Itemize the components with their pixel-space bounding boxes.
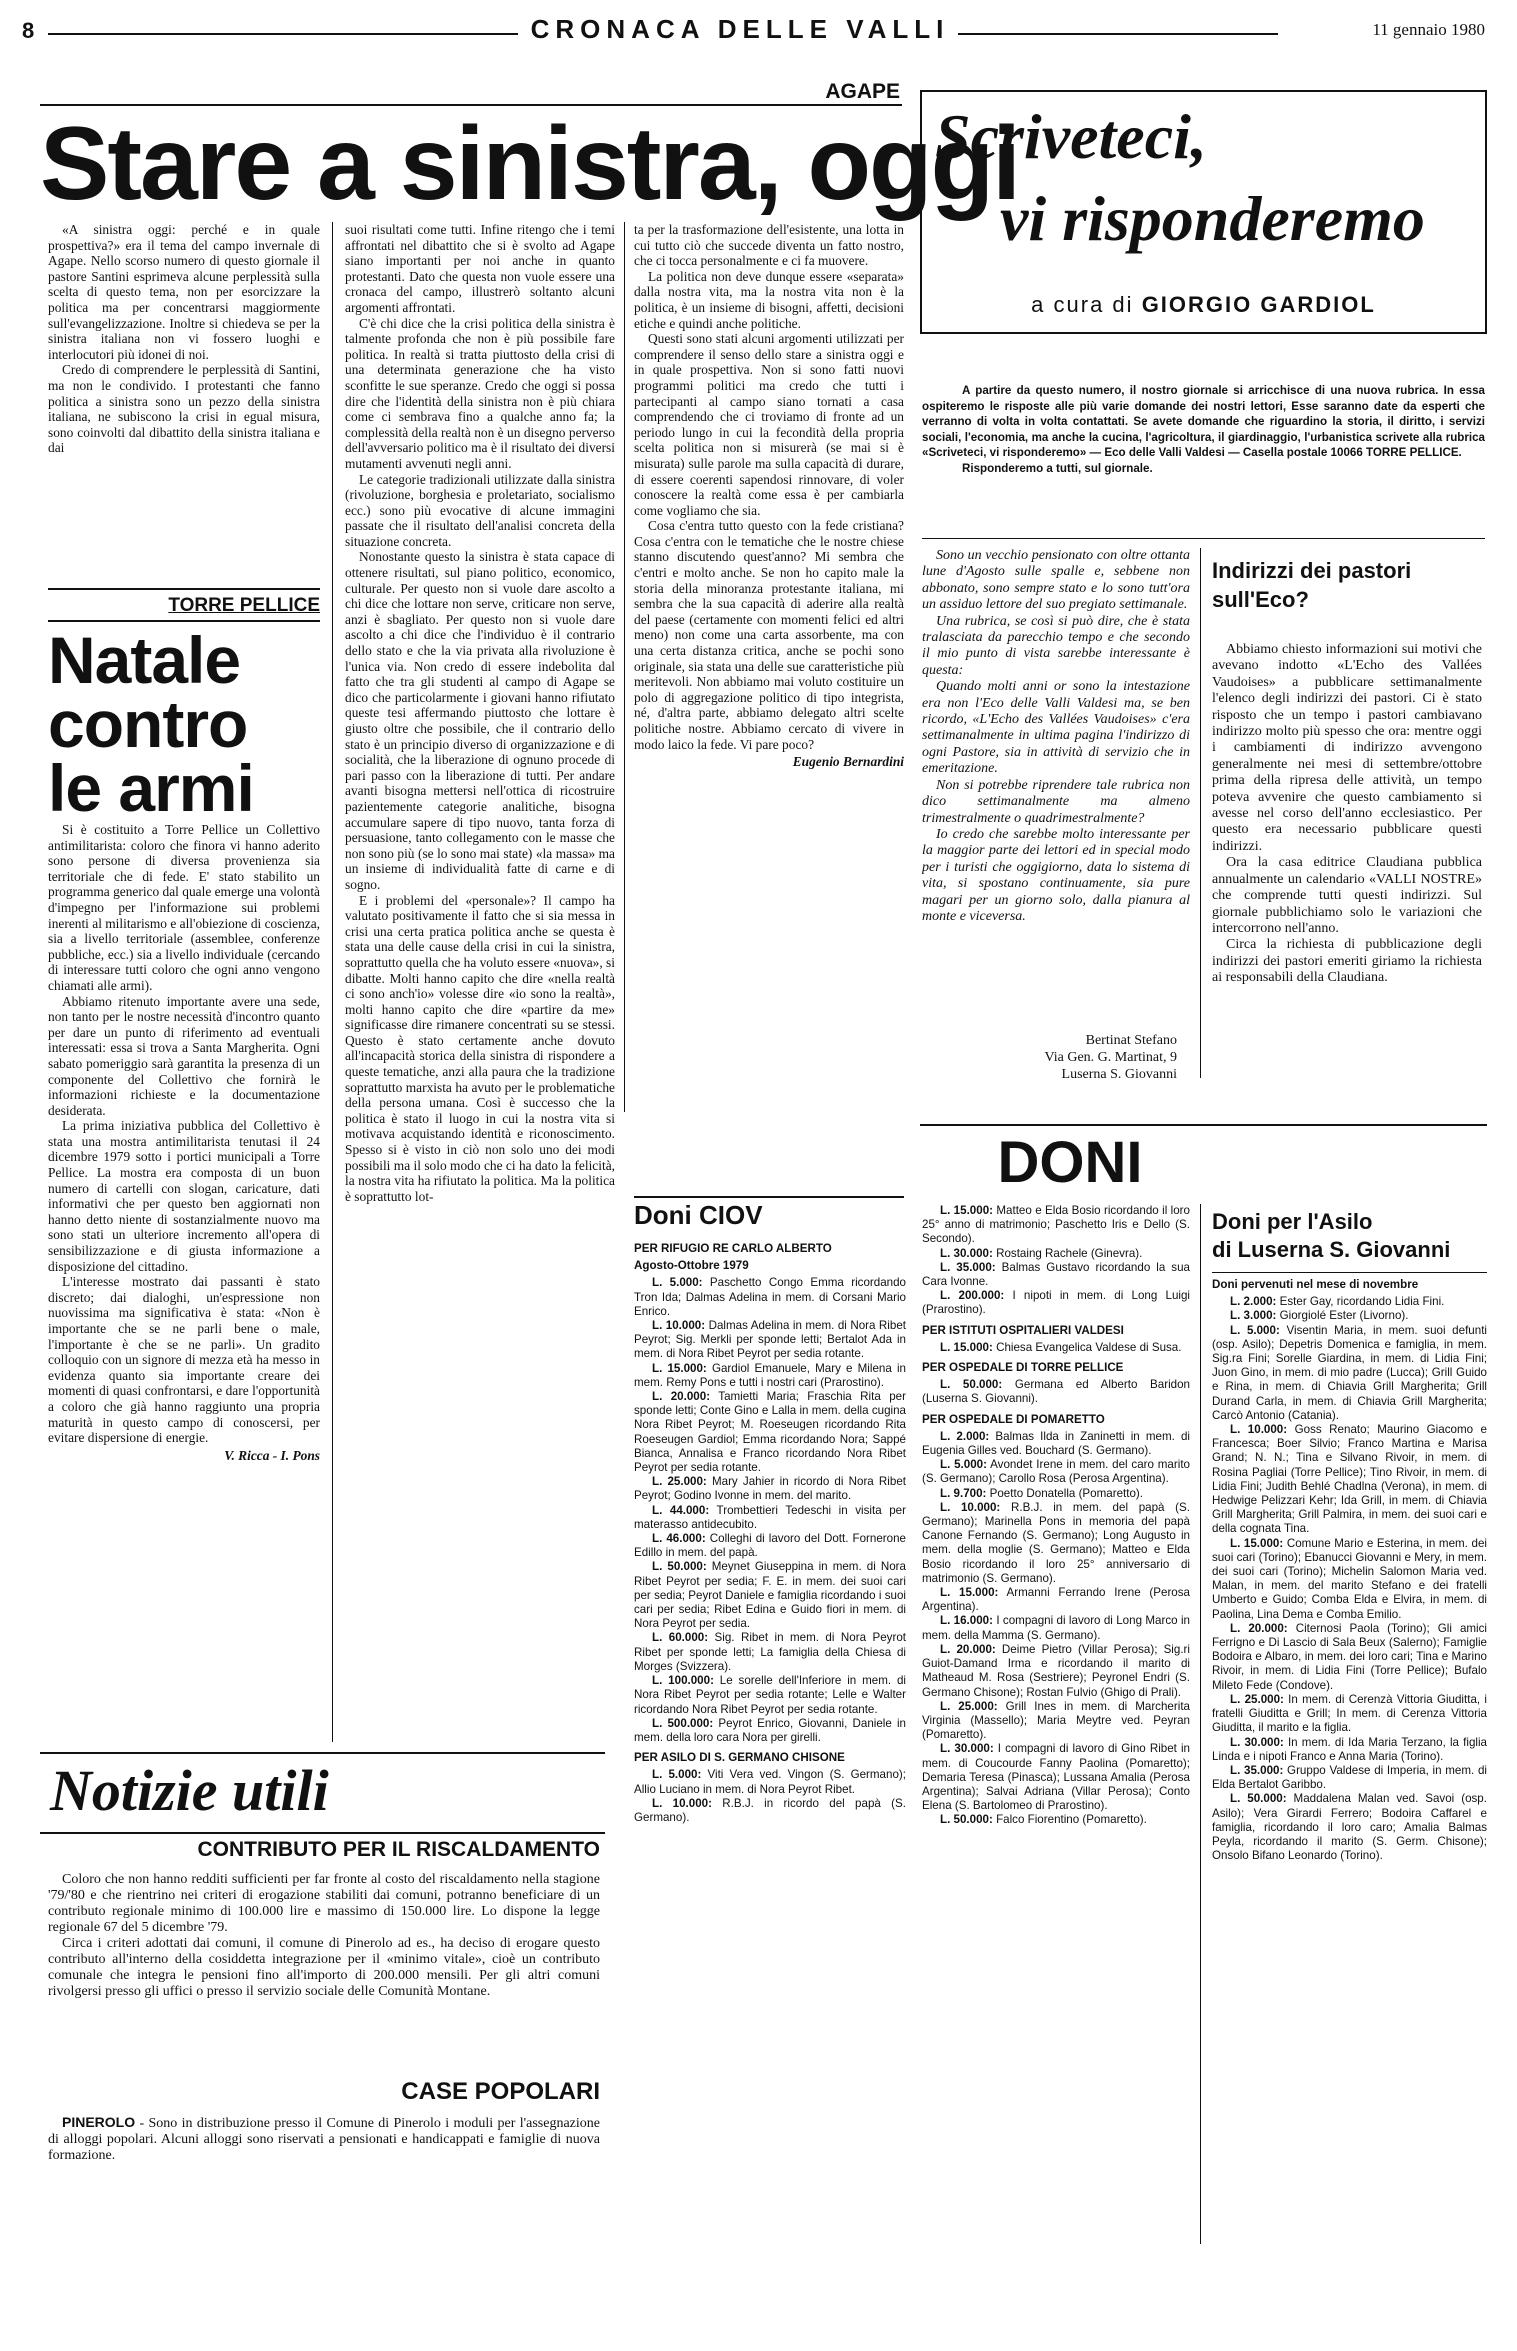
- agape-signature: Eugenio Bernardini: [792, 754, 904, 770]
- mid-items-3: [922, 1430, 1190, 1828]
- donation-amount: L. 5.000:: [940, 1458, 987, 1472]
- intro-text: A partire da questo numero, il nostro giornale si arricchisce di una nuova rubrica. In essa ospiteremo le risposte alle più varie domande dei nostri lettori, Esse saranno date da esperti che verranno di volta in volta contattati. Se avete domande che riguardino la storia, il diritto, i servizi sociali, l'economia, ma anche la cucina, l'agricoltura, il giardinaggio, l'urbanistica scrivete alla rubrica «Scriveteci, vi risponderemo» — Eco delle Valli Valdesi — Casella postale 10066 TORRE PELLICE.: [922, 384, 1485, 459]
- ciov-top-rule: [634, 1196, 904, 1198]
- donation-amount: L. 10.000:: [1230, 1423, 1288, 1437]
- agape-col-3: [634, 222, 904, 1112]
- reply-body: [1212, 642, 1482, 1074]
- donation-amount: L. 2.000:: [940, 1429, 990, 1443]
- donation-entry: [922, 1700, 1190, 1743]
- page-number: 8: [22, 18, 35, 43]
- natale-signature: V. Ricca - I. Pons: [224, 1447, 320, 1463]
- asilo-title: [1212, 1208, 1487, 1264]
- paragraph: suoi risultati come tutti. Infine ritengo che i temi affrontati nel dibattito che si è svolto ad Agape siano importanti per noi anche in quanto protestanti. Dato che questa non vuole essere una cronaca del campo, illustrerò soltanto alcuni argomenti affrontati.: [345, 222, 615, 315]
- case-popolari-body: [48, 2114, 600, 2184]
- paragraph: E i problemi del «personale»? Il campo ha valutato positivamente il fatto che si sia messa in crisi una certa pratica politica anche se questa è stata una delle cause della crisi in cui la sinistra, soprattutto quella che ha voluto essere «nuova», si dibatte. Molti hanno capito che dire «nella realtà ci sono anch'io» volesse dire «io sono la realtà», molti hanno capito che dire «partire da me» significasse dire rimanere concentrati su se stessi. Questo è stato certamente anche dovuto all'incapacità storica della sinistra di rispondere a queste tematiche, anzi alla paura che la tradizione soprattutto marxista ha avuto per le problematiche della persona umana. Così è successo che la politica è stato il luogo in cui la nostra vita si motivava acquistando identità e riconoscimento. Spesso si è visto in ciò non solo uno dei modi possibili ma il solo modo che ci ha dato la felicità, la nostra vita ha rifiutato la politica. Ma la politica è soprattutto lot-: [345, 892, 615, 1204]
- scriveteci-intro: [922, 383, 1485, 476]
- scriveteci-title-1: Scriveteci,: [935, 101, 1207, 172]
- donation-entry: [922, 1487, 1190, 1501]
- mid-items: [922, 1204, 1190, 1318]
- paragraph: C'è chi dice che la crisi politica della sinistra è talmente profonda che non è più possibile fare politica. In realtà si tratta piuttosto della crisi di una determinata generazione che ha visto sconfitte le sue speranze. Credo che oggi si possa dire che l'identità della sinistra non è più chiara come ci sembrava fino a qualche anno fa; la complessità della realtà non è un disegno perverso dell'avversario politico ma è il risultato dei diversi mutamenti avvenuti negli anni.: [345, 315, 615, 471]
- donation-amount: L. 3.000:: [1230, 1309, 1277, 1323]
- donation-entry: [1212, 1736, 1487, 1764]
- donation-entry: [634, 1631, 906, 1674]
- paragraph: L'interesse mostrato dai passanti è stato discreto; dai dialoghi, un'espressione non nuovissima ma significativa è stata: «Non è importante che se ne parli bene o male, l'importante è che se ne parli». Un gradito colloquio con un signore di mezza età ha messo in evidenza quanto sia importante creare dei momenti di quasi confrontarsi, e dare l'opportunità a coloro che già hanno raggiunto una propria maturità in questo campo di conoscersi, per evitare dispersione di energie.: [48, 1274, 320, 1446]
- donation-donors: R.B.J. in ricordo del papà (S. Germano).: [634, 1796, 906, 1824]
- donation-entry: [634, 1797, 906, 1825]
- donation-donors: Viti Vera ved. Vingon (S. Germano); Allio Luciano in mem. di Nora Peyrot Ribet.: [634, 1768, 906, 1796]
- asilo-title-line: Doni per l'Asilo: [1212, 1209, 1373, 1234]
- natale-kicker-rule: [48, 620, 320, 622]
- issue-date: 11 gennaio 1980: [1372, 20, 1485, 39]
- donation-donors: Tamietti Maria; Fraschia Rita per sponde letti; Conte Gino e Lalla in mem. della cugina Nora Ribet Peyrot; M. Roeseugen ricordando Rita Roeseugen Gardiol; Emma ricordando Nora; Sappé Bianca, Annalisa e Franco ricordando Nora Ribet Peyrot per sedia rotante.: [634, 1390, 906, 1475]
- paragraph: Nonostante questo la sinistra è stata capace di ottenere risultati, sul piano politico, economico, culturale. Per questo non si vuole dare ascolto a chi dice che lottare non serve, criticare non serve, anzi è sbagliato. Per questo non si vuole dare ascolto a chi dice che l'individuo è il contrario dello stato e che la via privata alla rivoluzione è l'unica via. Non credo di essere indebolita dal fatto che tra gli studenti al campo di Agape se dico che particolarmente i giovani hanno rifiutato queste tesi affermando piuttosto che lottare è giusto oltre che possibile, che il contrario dello stato è un principio diverso di organizzazione e di socialità, che la liberazione di ognuno procede di pari passo con la liberazione di tutti. Per andare avanti bisogna mettersi nell'ottica di ricostruire pazientemente categorie analitiche, bisogna accumulare sapere di tipo nuovo, tanta forza di persuasione, tanto collegamento con le masse che non sono più (se lo sono mai state) «la massa» ma un insieme di individualità fatte di carne e di sogno.: [345, 549, 615, 892]
- sender-line: Via Gen. G. Martinat, 9: [1044, 1050, 1177, 1065]
- header-rule-left: [48, 33, 518, 35]
- paragraph-text: - Sono in distribuzione presso il Comune di Pinerolo i moduli per l'assegnazione di alloggi popolari. Alcuni alloggi sono riservati a pensionati e handicappati e famiglie di nuova formazione.: [48, 2116, 600, 2163]
- donation-amount: L. 20.000:: [1230, 1621, 1288, 1635]
- donation-entry: [922, 1430, 1190, 1458]
- ciov-items-2: [634, 1768, 906, 1825]
- donation-amount: L. 60.000:: [652, 1631, 709, 1645]
- donation-amount: L. 5.000:: [652, 1276, 703, 1290]
- natale-top-rule: [48, 588, 320, 590]
- donation-entry: [922, 1378, 1190, 1406]
- reply-title: Indirizzi dei pastori sull'Eco?: [1212, 558, 1412, 612]
- donation-donors: Paschetto Congo Emma ricordando Tron Ida; Dalmas Adelina in mem. di Corsani Mario Enrico.: [634, 1276, 906, 1318]
- donation-amount: L. 30.000:: [940, 1742, 994, 1756]
- donation-amount: L. 50.000:: [940, 1378, 1003, 1392]
- doni-top-rule: [920, 1124, 1487, 1126]
- agape-col-2: [345, 222, 615, 1732]
- donation-amount: L. 10.000:: [940, 1500, 1001, 1514]
- donation-entry: [634, 1768, 906, 1796]
- donation-donors: Goss Renato; Maurino Giacomo e Francesca; Boer Silvio; Franco Martina e Marisa Grand; N. N.; Tina e Silvano Rivoir, in mem. di Rosina Pagliai (Torre Pellice); Tino Rivoir, in mem. di Lidia Fini; Judith Behlé Chadlna (Verona), in mem. di Hedwige Pelizzari Kehr; Ida Grill, in mem. di Chiavia Grill Margherita; Grill Palmira, in mem. dei suoi cari e della cognata Tina.: [1212, 1423, 1487, 1536]
- asilo-items: [1212, 1295, 1487, 1863]
- donation-amount: L. 16.000:: [940, 1614, 993, 1628]
- ciov-items: [634, 1276, 906, 1745]
- donation-amount: L. 15.000:: [1230, 1536, 1284, 1550]
- donation-donors: Balmas Ilda in Zaninetti in mem. di Eugenia Gilles ved. Bouchard (S. Germano).: [922, 1429, 1190, 1458]
- donation-amount: L. 46.000:: [652, 1532, 706, 1546]
- ciov-title: Doni CIOV: [634, 1200, 763, 1230]
- donation-donors: Gardiol Emanuele, Mary e Milena in mem. Remy Pons e tutti i nostri cari (Prarostino).: [634, 1361, 906, 1389]
- donation-entry: [922, 1261, 1190, 1289]
- donation-donors: Mary Jahier in ricordo di Nora Ribet Peyrot; Godino Ivonne in mem. del marito.: [634, 1475, 906, 1503]
- donation-entry: [922, 1247, 1190, 1261]
- agape-col-1: [48, 222, 320, 580]
- donation-amount: L. 25.000:: [940, 1699, 998, 1713]
- donation-donors: Le sorelle dell'Inferiore in mem. di Nora Ribet Peyrot per sedia rotante; Lelle e Walter ricordando Nora Ribet Peyrot per sedia rotante.: [634, 1674, 906, 1716]
- paragraph: Una rubrica, se così si può dire, che è stata tralasciata da parecchio tempo e che secondo il mio punto di vista sarebbe interessante è questa:: [922, 613, 1190, 678]
- donation-donors: Avondet Irene in mem. del caro marito (S. Germano); Carollo Rosa (Perosa Argentina).: [922, 1458, 1190, 1486]
- donation-donors: I compagni di lavoro di Long Marco in mem. della Mamma (S. Germano).: [922, 1614, 1190, 1642]
- donation-entry: [922, 1643, 1190, 1700]
- paragraph: ta per la trasformazione dell'esistente, una lotta in cui tutto ciò che succede diventa un fatto nostro, che ci tocca personalmente e ci fa muovere.: [634, 222, 904, 269]
- notizie-title: Notizie utili: [50, 1758, 329, 1823]
- donation-donors: Comune Mario e Esterina, in mem. dei suoi cari (Torino); Ebanucci Giovanni e Mery, in mem. dei suoi cari (Torino); Michelin Salomon Maria ved. Malan, in mem. del marito Stefano e dei fratelli Umberto e Guido; Comba Elda e Elvira, in mem. di Paolina, Lina Dema e Comba Emilio.: [1212, 1536, 1487, 1621]
- donation-amount: L. 5.000:: [1230, 1323, 1280, 1337]
- byline-prefix: a cura di: [1031, 292, 1134, 317]
- paragraph: Si è costituito a Torre Pellice un Collettivo antimilitarista: coloro che finora vi hanno aderito sono persone di diversa provenienza sia territoriale che di fede. E' stato stabilito un programma generico dal quale emerge una volontà d'impegno per l'informazione sui problemi inerenti al militarismo e all'obiezione di coscienza, sia a livello territoriale (assemblee, conferenze pubbliche, ecc.) sia a livello individuale (cercando di interessare tutti coloro che ogni anno vengono chiamati alle armi).: [48, 822, 320, 993]
- donation-entry: [634, 1532, 906, 1560]
- donation-entry: [1212, 1309, 1487, 1323]
- istituti-section: PER ISTITUTI OSPITALIERI VALDESI: [922, 1323, 1124, 1337]
- donation-donors: Visentin Maria, in mem. suoi defunti (osp. Asilo); Depetris Domenica e famiglia, in mem. Sig.ra Fini; Sorelle Giardina, in mem. di Lidia Fini; Juon Gino, in mem. di mio padre (Lucca); Grill Guido e Rina, in mem. di Chiavia Grill Margherita; Grill Durand Carla, in mem. di Chiavia Grill Margherita; Carcò Antonio (Catania).: [1212, 1323, 1487, 1422]
- donation-amount: L. 100.000:: [652, 1674, 714, 1688]
- donation-donors: Peyrot Enrico, Giovanni, Daniele in mem. della loro cara Nora per girelli.: [634, 1716, 906, 1744]
- paragraph: Cosa c'entra tutto questo con la fede cristiana? Cosa c'entra con le tematiche che le nostre chiese stanno discutendo quest'anno? Mi sembra che c'entri e molto anche. Se non ho capito male la storia della minoranza protestante italiana, mi sembra che la sua capacità di aderire alla realtà del paese (certamente con momenti felici ed altri meno) non come una carta assorbente, ma con una certa distanza critica, anche se pochi sono originale, sia stata una delle sue caratteristiche più meritevoli. Non abbiamo mai voluto costituire un polo di aggregazione politico di tipo integrista, né, d'altra parte, abbiamo delegato altri scelte politiche nostre. Abbiamo cercato di vivere in modo laico la fede. Vi pare poco?: [634, 518, 904, 752]
- doni-middle-list: [922, 1204, 1190, 2249]
- donation-entry: [922, 1501, 1190, 1586]
- pomaretto-section: PER OSPEDALE DI POMARETTO: [922, 1412, 1105, 1426]
- donation-entry: [922, 1586, 1190, 1614]
- donation-amount: L. 15.000:: [652, 1361, 707, 1375]
- donation-donors: Matteo e Elda Bosio ricordando il loro 25° anno di matrimonio; Paschetto Iris e Dello (S. Secondo).: [922, 1204, 1190, 1246]
- donation-amount: L. 15.000:: [940, 1586, 999, 1600]
- donation-donors: Colleghi di lavoro del Dott. Fornerone Edillo in mem. del papà.: [634, 1532, 906, 1560]
- donation-entry: [634, 1504, 906, 1532]
- donation-amount: L. 5.000:: [652, 1768, 702, 1782]
- donation-amount: L. 50.000:: [652, 1560, 707, 1574]
- asilo-title-rule: [1212, 1272, 1487, 1273]
- donation-amount: L. 30.000:: [1230, 1735, 1284, 1749]
- natale-kicker: TORRE PELLICE: [168, 595, 320, 616]
- donation-entry: [1212, 1693, 1487, 1736]
- donation-amount: L. 10.000:: [652, 1796, 712, 1810]
- donation-entry: [634, 1362, 906, 1390]
- donation-amount: L. 15.000:: [940, 1340, 993, 1354]
- donation-amount: L. 30.000:: [940, 1246, 993, 1260]
- mid-items-1: [922, 1341, 1190, 1355]
- header-rule-right: [958, 33, 1278, 35]
- place-label: PINEROLO: [62, 2114, 136, 2130]
- paragraph: Io credo che sarebbe molto interessante per la maggior parte dei lettori ed in special modo per i turisti che oggigiorno, data lo sistema di vita, si spostano continuamente, sia pure magari per un giorno solo, dalla pianura al monte e viceversa.: [922, 826, 1190, 924]
- donation-donors: R.B.J. in mem. del papà (S. Germano); Marinella Pons in memoria del papà Canone Fernando (S. Germano); Long Augusto in mem. della moglie (S. Germano); Matteo e Elda Bosio ricordando il loro 25° anniversario di matrimonio (S. Germano).: [922, 1500, 1190, 1585]
- masthead: CRONACA DELLE VALLI: [530, 14, 950, 44]
- paragraph: Circa la richiesta di pubblicazione degli indirizzi dei pastori emeriti giriamo la richiesta ai responsabili della Claudiana.: [1212, 937, 1482, 986]
- donation-donors: Deime Pietro (Villar Perosa); Sig.ri Guiot-Damand Irma e ricordando il marito di Matheaud M. Rosa (Sestriere); Peyronel Endri (S. Germano Chisone); Rostan Fulvio (Ghigo di Prali).: [922, 1642, 1190, 1699]
- donation-donors: I nipoti in mem. di Long Luigi (Prarostino).: [922, 1289, 1190, 1317]
- letter-sender: [922, 1032, 1177, 1083]
- col-rule-2: [624, 222, 625, 1112]
- doni-title: DONI: [997, 1130, 1143, 1195]
- paragraph: Credo di comprendere le perplessità di Santini, ma non le condivido. I protestanti che fanno politica a sinistra sono un pezzo della sinistra italiana, ne subiscono la crisi in egual misura, sono coinvolti dal dibattito della sinistra italiana e dai: [48, 362, 320, 456]
- donation-entry: [922, 1341, 1190, 1355]
- riscaldamento-body: [48, 1872, 600, 2072]
- donation-entry: [634, 1560, 906, 1631]
- notizie-top-rule: [40, 1752, 605, 1754]
- asilo-subtitle: Doni pervenuti nel mese di novembre: [1212, 1278, 1419, 1291]
- donation-entry: [922, 1614, 1190, 1642]
- donation-entry: [922, 1742, 1190, 1813]
- donation-entry: [1212, 1764, 1487, 1792]
- torre-pellice-section: PER OSPEDALE DI TORRE PELLICE: [922, 1361, 1124, 1375]
- donation-entry: [634, 1674, 906, 1717]
- paragraph: Ora la casa editrice Claudiana pubblica annualmente un calendario «VALLI NOSTRE» che comprende tutti questi indirizzi. Sul giornale pubblichiamo solo le variazioni che intercorrono nell'anno.: [1212, 855, 1482, 936]
- donation-entry: [922, 1204, 1190, 1247]
- donation-donors: Maddalena Malan ved. Savoi (osp. Asilo); Vera Girardi Ferrero; Bodoira Caffarel e famiglia, ricordando il loro caro; Amalia Balmas Peyla, ricordando il marito (S. Germ. Chisone); Onsolo Bifano Leonardo (Torino).: [1212, 1792, 1487, 1863]
- donation-entry: [634, 1390, 906, 1475]
- doni-col-rule: [1200, 1204, 1201, 2244]
- donation-donors: Armanni Ferrando Irene (Perosa Argentina).: [922, 1586, 1190, 1614]
- natale-title-line: Natale: [48, 623, 241, 697]
- donation-donors: Citernosi Paola (Torino); Gli amici Ferrigno e Di Lascio di Sala Beux (Salerno); Famiglie Bodoira e Albaro, in mem. dei loro cari; Tina e Marino Rivoir, in mem. di Lidia Fini (Torre Pellice); Bufalo Mileto Fede (Condove).: [1212, 1621, 1487, 1692]
- scriveteci-byline: [920, 292, 1487, 318]
- donation-entry: [1212, 1622, 1487, 1693]
- donation-entry: [1212, 1423, 1487, 1537]
- donation-entry: [922, 1813, 1190, 1827]
- donation-donors: Sig. Ribet in mem. di Nora Peyrot Ribet per sponde letti; La famiglia della Chiesa di Morges (Svizzera).: [634, 1631, 906, 1673]
- donation-entry: [634, 1276, 906, 1319]
- sender-line: Luserna S. Giovanni: [1061, 1067, 1177, 1082]
- donation-amount: L. 35.000:: [1230, 1763, 1284, 1777]
- paragraph: [48, 2114, 600, 2164]
- agape-title: Stare a sinistra, oggi: [40, 106, 1019, 222]
- donation-amount: L. 50.000:: [940, 1813, 993, 1827]
- donation-entry: [634, 1475, 906, 1503]
- paragraph: Quando molti anni or sono la intestazione era non l'Eco delle Valli Valdesi ma, se ben ricordo, «L'Echo des Vallées Vaudoises» c'era settimanalmente in ultima pagina l'indirizzo di ogni Pastore, sia in attività di servizio che in emeritazione.: [922, 679, 1190, 777]
- paragraph: Questi sono stati alcuni argomenti utilizzati per comprendere il senso dello stare a sinistra oggi e in quale prospettiva. Non si sono fatti nuovi programmi politici ma credo che tutti i partecipanti al campo siano tornati a casa comprendendo che ci troviamo di fronte ad un periodo lungo in cui la fecondità della propria scelta politica non si misurerà (se mai si è misurata) sulle parole ma sulla capacità di durare, di essere coerenti sapendosi rinnovare, di voler conoscere la realtà come essa è per cambiarla come vogliamo che sia.: [634, 331, 904, 518]
- donation-donors: Trombettieri Tedeschi in visita per materasso antidecubito.: [634, 1503, 906, 1531]
- donation-donors: In mem. di Cerenzà Vittoria Giuditta, i fratelli Giuditta e Grill; In mem. di Cerenza Vittoria Giuditta, il marito e la figlia.: [1212, 1692, 1487, 1735]
- donation-donors: Balmas Gustavo ricordando la sua Cara Ivonne.: [922, 1260, 1190, 1289]
- mid-items-2: [922, 1378, 1190, 1406]
- sender-line: Bertinat Stefano: [1085, 1033, 1177, 1048]
- donation-amount: L. 9.700:: [940, 1486, 987, 1500]
- natale-title-line: le armi: [48, 751, 254, 825]
- natale-title-line: contro: [48, 687, 248, 761]
- donation-donors: Germana ed Alberto Baridon (Luserna S. Giovanni).: [922, 1378, 1190, 1406]
- natale-body: [48, 822, 320, 1742]
- donation-donors: Grill Ines in mem. di Marcherita Virginia (Massello); Maria Meytre ved. Peyran (Pomaretto).: [922, 1699, 1190, 1742]
- intro-end: Risponderemo a tutti, sul giornale.: [962, 461, 1153, 475]
- donation-donors: Falco Fiorentino (Pomaretto).: [992, 1813, 1147, 1827]
- donation-amount: L. 50.000:: [1230, 1792, 1287, 1806]
- donation-donors: Rostaing Rachele (Ginevra).: [992, 1246, 1143, 1260]
- donation-amount: L. 20.000:: [652, 1390, 711, 1404]
- paragraph: Coloro che non hanno redditi sufficienti per far fronte al costo del riscaldamento nella stagione '79/'80 e che rientrino nei criteri di erogazione stabiliti dai comuni, potranno beneficiare di un contributo regionale minimo di 100.000 lire e massimo di 150.000 lire. Lo dispone la legge regionale 67 del 5 dicembre '79.: [48, 1872, 600, 1935]
- donation-amount: L. 200.000:: [940, 1289, 1005, 1303]
- donation-entry: [1212, 1537, 1487, 1622]
- donation-donors: Chiesa Evangelica Valdese di Susa.: [992, 1340, 1182, 1354]
- paragraph: Circa i criteri adottati dai comuni, il comune di Pinerolo ad es., ha deciso di erogare questo contributo all'interno della cosiddetta integrazione per il «minimo vitale», cioè un contributo comunale che integra le pensioni fino all'importo di 200.000 mensili. Per gli altri comuni rivolgersi presso gli uffici o presso il servizio sociale delle Comunità Montane.: [48, 1936, 600, 1999]
- donation-donors: Gruppo Valdese di Imperia, in mem. di Elda Bertalot Garibbo.: [1212, 1763, 1487, 1792]
- donation-amount: L. 20.000:: [940, 1642, 996, 1656]
- donation-entry: [634, 1717, 906, 1745]
- scriveteci-intro-rule: [922, 538, 1485, 539]
- donation-amount: L. 25.000:: [1230, 1692, 1284, 1706]
- paragraph: Non si potrebbe riprendere tale rubrica non dico settimanalmente ma almeno trimestralmente o quadrimestralmente?: [922, 777, 1190, 826]
- byline-name: GIORGIO GARDIOL: [1141, 292, 1376, 317]
- donation-amount: L. 500.000:: [652, 1716, 714, 1730]
- paragraph: Abbiamo ritenuto importante avere una sede, non tanto per le nostre necessità d'incontro quanto per dare un punto di riferimento ad eventuali interessati: essa si trova a Santa Margherita. Ogni sabato pomeriggio sarà garantita la presenza di un componente del Collettivo che fornirà le informazioni richieste e la documentazione desiderata.: [48, 993, 320, 1118]
- paragraph: Sono un vecchio pensionato con oltre ottanta lune d'Agosto sulle spalle e, sebbene non abbonato, sono sempre stato e lo sono tutt'ora un assiduo lettore del suo pregiato settimanale.: [922, 548, 1190, 613]
- donation-entry: [1212, 1792, 1487, 1863]
- paragraph: La politica non deve dunque essere «separata» dalla nostra vita, ma la nostra vita non è la politica, è un insieme di bisogni, affetti, decisioni etiche e quindi anche politiche.: [634, 268, 904, 331]
- agape-kicker: AGAPE: [825, 80, 900, 103]
- donation-amount: L. 25.000:: [652, 1475, 707, 1489]
- donation-amount: L. 10.000:: [652, 1319, 706, 1333]
- donation-donors: In mem. di Ida Maria Terzano, la figlia Linda e i nipoti Franco e Anna Maria (Torino).: [1212, 1735, 1487, 1763]
- donation-donors: Ester Gay, ricordando Lidia Fini.: [1276, 1295, 1445, 1309]
- scriveteci-title-2: vi risponderemo: [1000, 183, 1425, 254]
- paragraph: Abbiamo chiesto informazioni sui motivi che avevano indotto «L'Echo des Vallées Vaudoises» a pubblicare settimanalmente l'elenco degli indirizzi dei pastori. Ci è stato risposto che un tempo i pastori cambiavano indirizzo molto più spesso che ora: mentre oggi i cambiamenti di indirizzo avvengono generalmente nei mesi di settembre/ottobre prima della ripresa delle attività, un tempo poteva avvenire che questo cambiamento si avesse nel corso dell'anno ecclesiastico. Per questo era necessario pubblicare questi indirizzi.: [1212, 642, 1482, 854]
- ciov-list: [634, 1236, 906, 2246]
- ciov-period: Agosto-Ottobre 1979: [634, 1259, 749, 1273]
- paragraph: Le categorie tradizionali utilizzate dalla sinistra (rivoluzione, borghesia e proletariato, socialismo ecc.) sono più evocative di alcune immagini passate che il risultato dell'analisi concreta della situazione concreta.: [345, 471, 615, 549]
- reader-letter: [922, 548, 1190, 978]
- case-popolari-heading: CASE POPOLARI: [401, 2078, 600, 2105]
- donation-amount: L. 2.000:: [1230, 1295, 1277, 1309]
- donation-donors: I compagni di lavoro di Gino Ribet in mem. di Coucourde Fanny Paolina (Pomaretto); Demaria Teresa (Pinasca); Lussana Amalia (Perosa Argentina); Salvai Adriana (Villar Perosa); Conto Elena (S. Bartolomeo di Prarostino).: [922, 1742, 1190, 1813]
- donation-donors: Dalmas Adelina in mem. di Nora Ribet Peyrot; Sig. Merkli per sponde letti; Bertalot Ada in mem. di Nora Ribet Peyrot per sedia rotante.: [634, 1319, 906, 1361]
- donation-amount: L. 35.000:: [940, 1260, 996, 1274]
- notizie-title-rule: [40, 1832, 605, 1834]
- paragraph: «A sinistra oggi: perché e in quale prospettiva?» era il tema del campo invernale di Agape. Nello scorso numero di questo giornale il pastore Santini esprimeva alcune perplessità sulla scelta di questo tema, non per esorcizzare la politica ma per concentrarsi maggiormente sull'evangelizzazione. Inoltre si chiedeva se per la sinistra italiana non vi fossero luoghi e interlocutori più idonei di noi.: [48, 222, 320, 362]
- asilo-title-line: di Luserna S. Giovanni: [1212, 1237, 1451, 1262]
- donation-entry: [634, 1319, 906, 1362]
- donation-donors: Poetto Donatella (Pomaretto).: [986, 1486, 1144, 1500]
- riscaldamento-heading: CONTRIBUTO PER IL RISCALDAMENTO: [197, 1838, 600, 1861]
- donation-amount: L. 15.000:: [940, 1204, 993, 1217]
- donation-donors: Giorgiolé Ester (Livorno).: [1276, 1309, 1409, 1323]
- asilo-list: [1212, 1278, 1487, 2248]
- paragraph: La prima iniziativa pubblica del Collettivo è stata una mostra antimilitarista tenutasi il 24 dicembre 1979 sotto i portici municipali a Torre Pellice. La mostra era composta di un buon numero di cartelli con slogan, caricature, dati informativi che per questo ben aggiornati non hanno detto niente di sostanzialmente nuovo ma sono stati un ulteriore incremento all'opera di sensibilizzazione e di giusta informazione a disposizione del cittadino.: [48, 1118, 320, 1274]
- ciov-section-2: PER ASILO DI S. GERMANO CHISONE: [634, 1751, 845, 1765]
- col-rule-1: [332, 222, 333, 1742]
- scriveteci-col-rule: [1200, 548, 1201, 1078]
- donation-entry: [922, 1289, 1190, 1317]
- ciov-section: PER RIFUGIO RE CARLO ALBERTO: [634, 1242, 832, 1255]
- donation-donors: Meynet Giuseppina in mem. di Nora Ribet Peyrot per sedia; F. E. in mem. dei suoi cari per sedia; Peyrot Daniele e famiglia ricordando i suoi cari per sedia; Ribet Edina e Guido fiori in mem. di Nora Peyrot per sedia.: [634, 1560, 906, 1631]
- donation-entry: [1212, 1324, 1487, 1423]
- donation-amount: L. 44.000:: [652, 1503, 710, 1517]
- donation-entry: [922, 1458, 1190, 1486]
- donation-entry: [1212, 1295, 1487, 1309]
- natale-title: [48, 623, 320, 825]
